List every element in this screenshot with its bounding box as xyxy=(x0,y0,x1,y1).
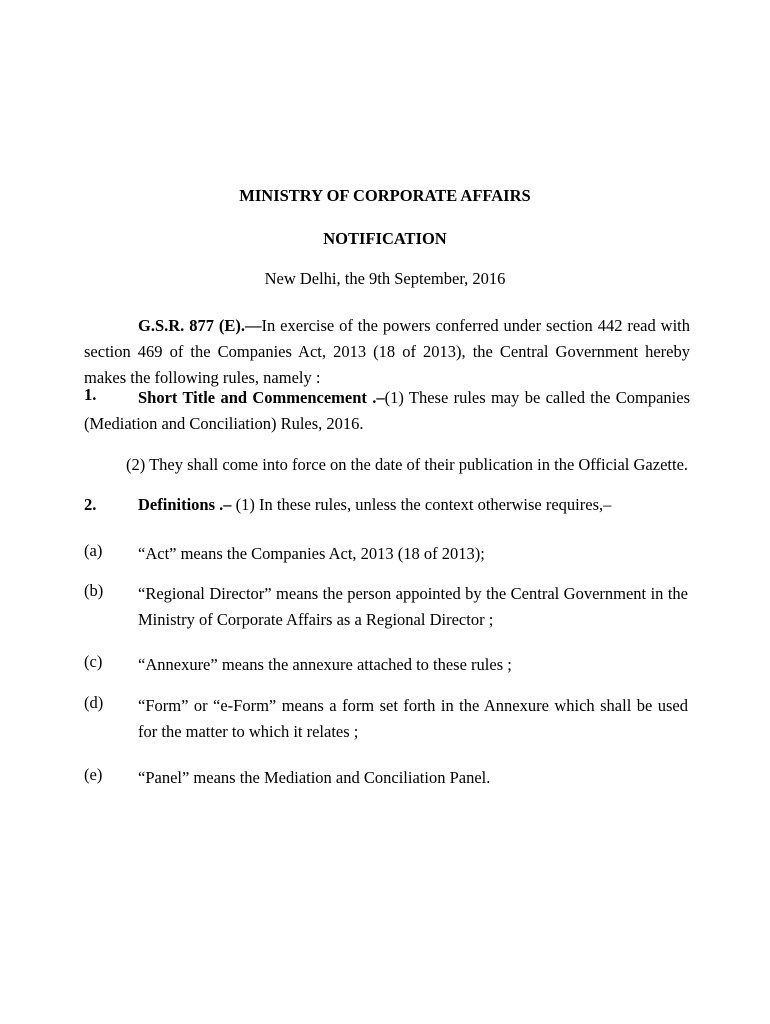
rule-2-number: 2. xyxy=(84,495,97,514)
preamble-text: In exercise of the powers conferred under section 442 read with section 469 of the Companies Act, 2013 (18 of 2013), the Central Government hereby makes the following rules, namely : xyxy=(84,316,691,387)
rule-2-paragraph xyxy=(138,495,611,515)
definition-e-text: “Panel” means the Mediation and Conciliation Panel. xyxy=(138,768,491,787)
definition-d-marker: (d) xyxy=(84,693,104,712)
definition-a-marker: (a) xyxy=(84,541,103,560)
definition-a-text: “Act” means the Companies Act, 2013 (18 of 2013); xyxy=(138,544,485,563)
rule-2-sub1: (1) In these rules, unless the context otherwise requires,– xyxy=(235,495,612,514)
dateline: New Delhi, the 9th September, 2016 xyxy=(264,269,506,288)
rule-1-heading: Short Title and Commencement . xyxy=(138,388,377,407)
rule-1-sub2: (2) They shall come into force on the date of their publication in the Official Gazette. xyxy=(126,455,689,474)
definition-c-marker: (c) xyxy=(84,652,103,671)
definition-b-text: “Regional Director” means the person appointed by the Central Government in the Ministry of Corporate Affairs as a Regional Director ; xyxy=(138,584,688,629)
rule-1-sub1: (1) These rules may be called the Companies (Mediation and Conciliation) Rules, 2016. xyxy=(84,388,690,433)
definition-e-marker: (e) xyxy=(84,765,103,784)
gsr-reference: G.S.R. 877 (E). xyxy=(138,316,246,335)
rule-1-dash: – xyxy=(376,388,385,407)
rule-2-dash: – xyxy=(223,495,232,514)
preamble-paragraph xyxy=(84,313,690,391)
ministry-heading: MINISTRY OF CORPORATE AFFAIRS xyxy=(239,186,531,205)
rule-2-heading: Definitions . xyxy=(138,495,224,514)
rule-1-number: 1. xyxy=(84,385,97,404)
notification-heading: NOTIFICATION xyxy=(323,229,447,248)
preamble-dash: — xyxy=(245,316,262,335)
rule-1-paragraph xyxy=(84,385,690,437)
definition-d-text: “Form” or “e-Form” means a form set forth in the Annexure which shall be used for the matter to which it relates ; xyxy=(138,696,688,741)
definition-b-marker: (b) xyxy=(84,581,104,600)
definition-c-text: “Annexure” means the annexure attached to these rules ; xyxy=(138,655,512,674)
